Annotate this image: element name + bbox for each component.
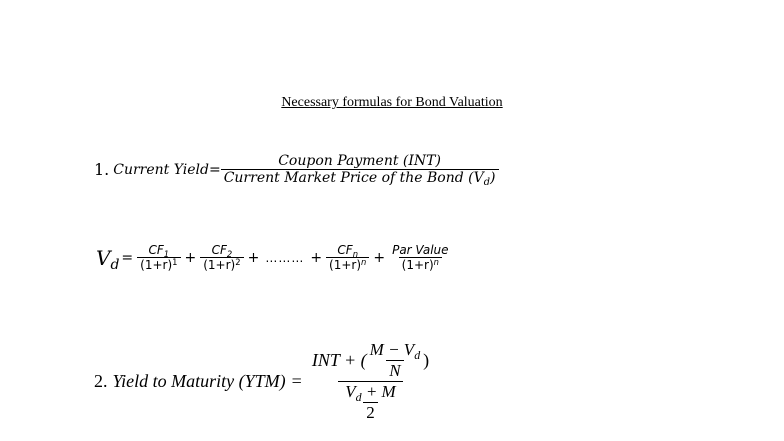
vd-symbol: $V_d$ — [96, 245, 120, 274]
formula-number: 2. — [94, 371, 108, 391]
ytm-denominator — [338, 381, 402, 423]
plus-sign: + — [184, 249, 197, 266]
denominator-text: Current Market Price of the Bond (V — [223, 170, 484, 186]
current-yield-label: Current Yield — [113, 161, 209, 178]
formula-number: 1. — [94, 160, 110, 179]
ellipsis: ……… — [265, 250, 305, 265]
inner-fraction: $\frac{M - V_d}{N}$ — [369, 340, 421, 380]
plus-sign: + — [247, 249, 260, 266]
par-value-fraction: $\frac{\text{Par Value}}{(1+r)^n}$ — [392, 243, 449, 272]
page-title: Necessary formulas for Bond Valuation — [281, 95, 503, 110]
ytm-formula — [94, 340, 433, 423]
bond-value-formula — [96, 243, 452, 272]
term-n-fraction: $\frac{CF_n}{(1+r)^n}$ — [326, 243, 369, 272]
current-yield-fraction — [221, 153, 499, 189]
average-fraction: $\frac{V_d + M}{2}$ — [345, 382, 396, 422]
equals-sign: = — [291, 371, 302, 391]
current-yield-formula — [94, 153, 499, 189]
equals-sign: = — [121, 249, 134, 266]
denominator-subscript: d — [483, 177, 491, 189]
plus-sign: + — [310, 249, 323, 266]
ytm-numerator: INT + ( $\frac{M - V_d}{N}$ ) — [311, 340, 430, 380]
market-price-denominator — [221, 169, 499, 189]
term-1-fraction: $\frac{CF_1}{(1+r)^1}$ — [137, 243, 180, 272]
denominator-close: ) — [490, 170, 496, 186]
ytm-label: Yield to Maturity (YTM) — [112, 371, 286, 391]
coupon-payment-numerator: Coupon Payment (INT) — [278, 153, 441, 169]
term-2-fraction: $\frac{CF_2}{(1+r)^2}$ — [200, 243, 243, 272]
plus-sign: + — [373, 249, 386, 266]
ytm-fraction — [308, 340, 433, 423]
equals-sign: = — [208, 161, 221, 178]
